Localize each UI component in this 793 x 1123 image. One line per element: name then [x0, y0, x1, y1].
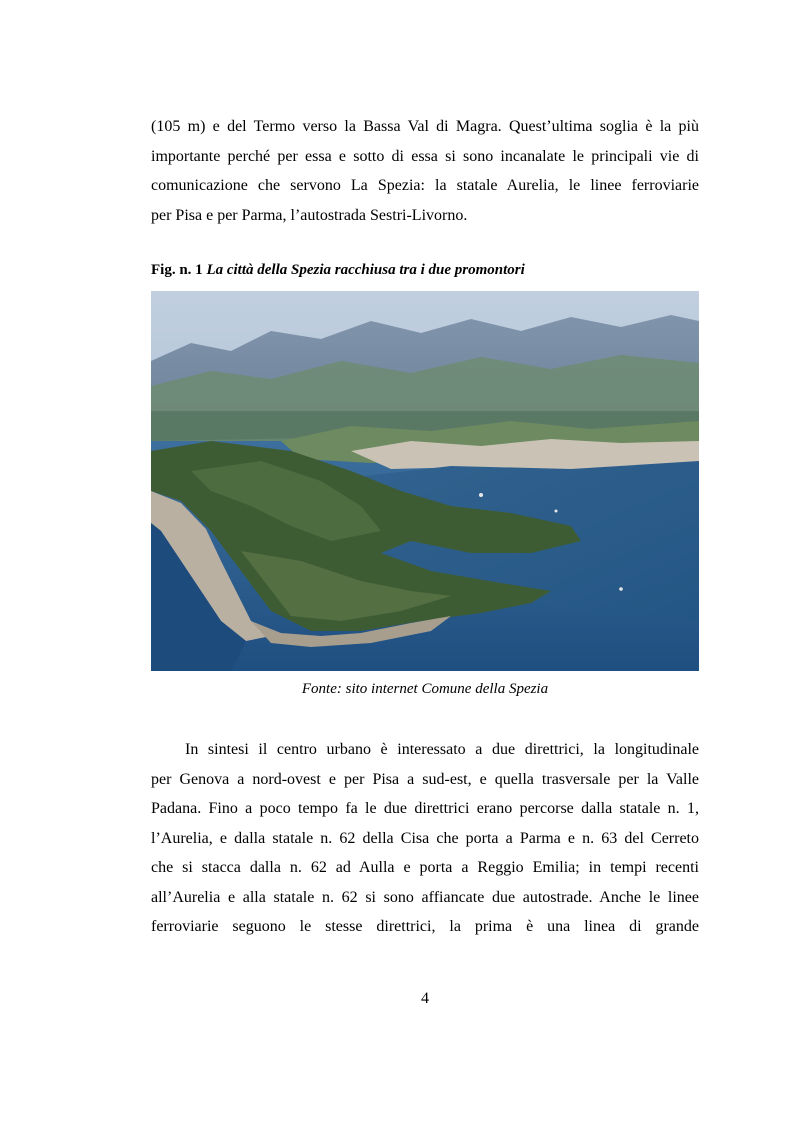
page-number: 4 — [421, 990, 429, 1007]
paragraph-line: importante perché per essa e sotto di essa si sono incanalate le principali vie di — [151, 147, 699, 165]
paragraph-line: che si stacca dalla n. 62 ad Aulla e porta a Reggio Emilia; in tempi recenti — [151, 859, 699, 876]
paragraph-1 — [151, 112, 699, 230]
paragraph-line: per Pisa e per Parma, l’autostrada Sestri-Livorno. — [151, 206, 468, 224]
paragraph-line: comunicazione che servono La Spezia: la statale Aurelia, le linee ferroviarie — [151, 177, 699, 194]
figure-caption — [151, 262, 711, 279]
paragraph-line: l’Aurelia, e dalla statale n. 62 della Cisa che porta a Parma e n. 63 del Cerreto — [151, 829, 699, 847]
aerial-photo — [151, 291, 699, 671]
paragraph-line: all’Aurelia e alla statale n. 62 si sono affiancate due autostrade. Anche le linee — [151, 888, 699, 906]
paragraph-line: ferroviarie seguono le stesse direttrici, la prima è una linea di grande — [151, 918, 699, 935]
paragraph-line: Padana. Fino a poco tempo fa le due direttrici erano percorse dalla statale n. 1, — [151, 800, 699, 817]
figure-label: Fig. n. 1 — [151, 262, 203, 278]
paragraph-line: per Genova a nord-ovest e per Pisa a sud-est, e quella trasversale per la Valle — [151, 770, 699, 788]
aerial-photo-illustration — [151, 291, 699, 671]
figure-source: Fonte: sito internet Comune della Spezia — [301, 681, 549, 697]
figure-title: La città della Spezia racchiusa tra i due promontori — [206, 262, 525, 278]
paragraph-2 — [151, 735, 699, 942]
paragraph-line: In sintesi il centro urbano è interessato a due direttrici, la longitudinale — [185, 741, 699, 758]
paragraph-line: (105 m) e del Termo verso la Bassa Val di Magra. Quest’ultima soglia è la più — [151, 118, 699, 135]
